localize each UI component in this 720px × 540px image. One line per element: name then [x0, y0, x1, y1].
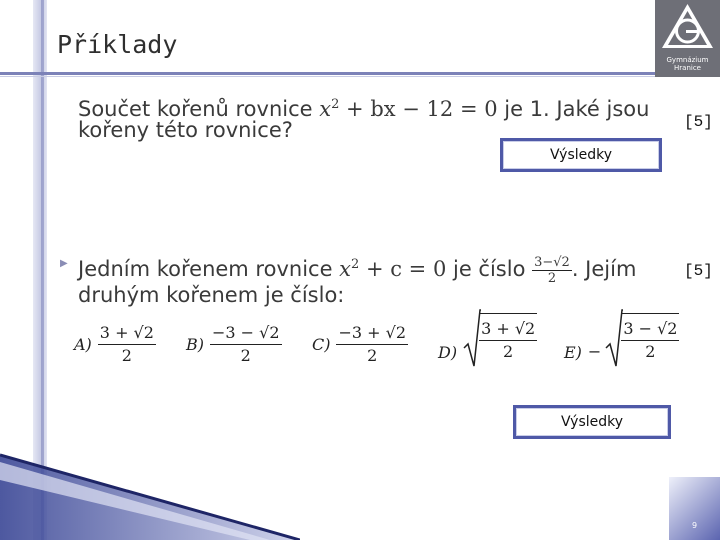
option-e-label: E) [564, 342, 582, 362]
option-c-fraction [336, 322, 408, 367]
option-d-label: D) [438, 342, 458, 362]
q1-points: [5] [684, 113, 713, 131]
bottom-right-decoration [669, 477, 720, 540]
option-b-label: B) [186, 335, 204, 354]
arrow-bullet-icon: ▶ [60, 258, 68, 269]
q2-math-exp: 2 [351, 257, 360, 272]
option-e[interactable] [564, 308, 679, 368]
q2-math-x: x [339, 257, 352, 281]
option-c-num: −3 + √2 [336, 322, 408, 345]
question-2-line-1 [78, 252, 636, 286]
option-b-den: 2 [240, 346, 251, 365]
option-d[interactable] [438, 308, 537, 368]
question-1-line-2: kořeny této rovnice? [78, 118, 293, 142]
option-e-den: 2 [645, 342, 656, 361]
logo-line1: Gymnázium [666, 56, 709, 64]
q2-math-rest: + c = 0 [359, 257, 447, 281]
q2-text-a: Jedním kořenem rovnice [78, 257, 340, 281]
option-a-label: A) [74, 335, 92, 354]
option-c-den: 2 [367, 346, 378, 365]
question-2-line-2: druhým kořenem je číslo: [78, 283, 345, 307]
q2-root-fraction [532, 255, 572, 286]
option-a-num: 3 + √2 [98, 322, 156, 345]
q2-frac-den: 2 [547, 270, 557, 286]
option-b[interactable] [186, 322, 282, 367]
option-d-fraction [479, 313, 537, 363]
q2-points: [5] [684, 262, 713, 280]
title-divider [0, 72, 655, 75]
title-divider-thin [0, 76, 655, 77]
option-b-fraction [210, 322, 282, 367]
q1-text-b: je 1. Jaké jsou [497, 97, 650, 121]
q2-text-b: je číslo [446, 257, 533, 281]
option-a-den: 2 [121, 346, 132, 365]
option-d-num: 3 + √2 [479, 318, 537, 341]
q2-text-c: . Jejím [571, 257, 637, 281]
option-c-label: C) [312, 335, 331, 354]
option-a-fraction [98, 322, 156, 367]
option-e-num: 3 − √2 [621, 318, 679, 341]
q1-math-exp: 2 [331, 97, 340, 112]
q2-frac-num: 3−√2 [534, 254, 570, 270]
q2-results-button[interactable]: Výsledky [513, 405, 671, 439]
option-e-sign: − [587, 341, 602, 361]
option-d-den: 2 [503, 342, 514, 361]
option-c[interactable] [312, 322, 408, 367]
answer-options [74, 318, 694, 378]
logo-emblem-icon [655, 0, 720, 56]
page-title: Příklady [57, 30, 178, 59]
bottom-left-decoration [0, 440, 300, 540]
q1-math-x: x [319, 97, 332, 121]
logo-line2: Hranice [674, 64, 701, 72]
school-logo [655, 0, 720, 77]
q1-math-rest: + bx − 12 = 0 [339, 97, 498, 121]
q1-results-button[interactable]: Výsledky [500, 138, 662, 172]
page-number: 9 [692, 521, 698, 530]
option-e-fraction [621, 313, 679, 363]
option-a[interactable] [74, 322, 156, 367]
option-b-num: −3 − √2 [210, 322, 282, 345]
q1-text-a: Součet kořenů rovnice [78, 97, 320, 121]
